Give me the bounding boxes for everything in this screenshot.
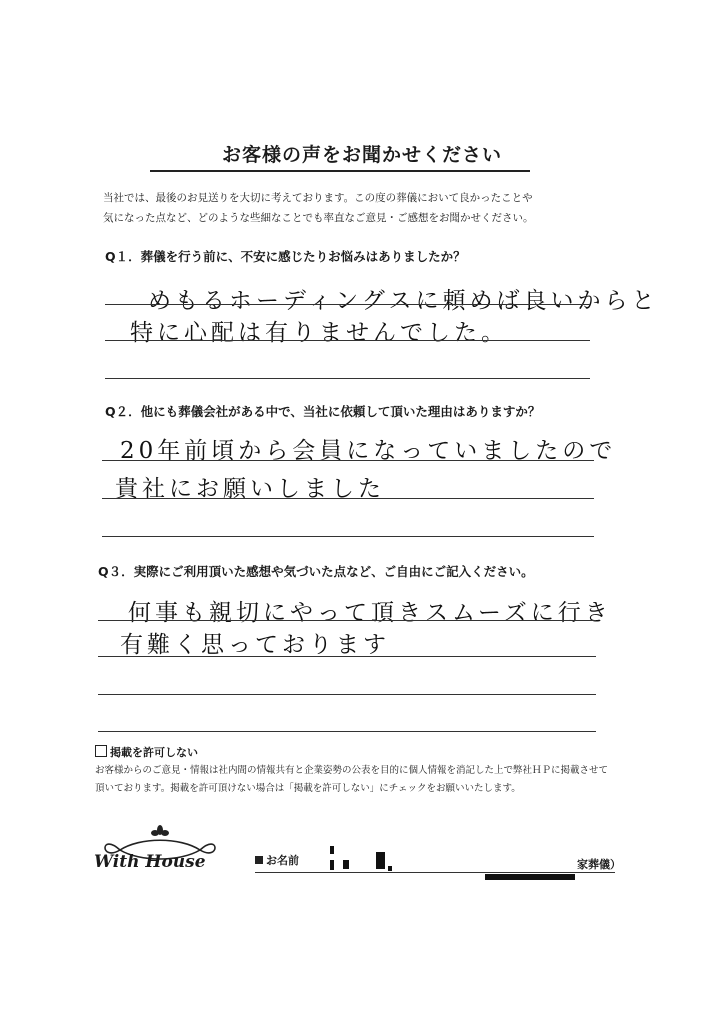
redaction-mark — [330, 846, 334, 854]
answer-3-line-2: 有難く思っております — [120, 632, 390, 658]
answer-rule — [98, 731, 596, 732]
page-title: お客様の声をお聞かせください — [221, 144, 502, 166]
name-label — [255, 852, 299, 868]
with-house-logo — [90, 822, 230, 882]
name-label-text: お名前 — [266, 854, 299, 867]
answer-1-line-2: 特に心配は有りませんでした。 — [130, 320, 508, 346]
answer-rule — [102, 536, 594, 537]
consent-text-line-1: お客様からのご意見・情報は社内間の情報共有と企業姿勢の公表を目的に個人情報を消記した上で弊社ＨＰに掲載させて — [95, 765, 609, 776]
redaction-mark — [485, 874, 575, 880]
consent-checkbox[interactable] — [95, 745, 107, 757]
title-underline — [150, 170, 530, 172]
answer-rule — [105, 304, 590, 305]
answer-2-line-2: 貴社にお願いしました — [115, 476, 385, 502]
answer-rule — [102, 460, 594, 461]
consent-text-line-2: 頂いております。掲載を許可頂けない場合は「掲載を許可しない」にチェックをお願いいたします。 — [95, 783, 521, 794]
answer-rule — [98, 620, 596, 621]
answer-rule — [105, 378, 590, 379]
consent-checkbox-label: 掲載を許可しない — [110, 746, 198, 759]
answer-3-line-1: 何事も親切にやって頂きスムーズに行き — [128, 600, 612, 626]
square-bullet-icon — [255, 856, 263, 864]
answer-rule — [102, 498, 594, 499]
question-2-label: Q２．他にも葬儀会社がある中で、当社に依頼して頂いた理由はありますか？ — [105, 404, 541, 419]
logo-text: With House — [94, 852, 206, 872]
question-3-label: Q３．実際にご利用頂いた感想や気づいた点など、ご自由にご記入ください。 — [98, 564, 534, 579]
answer-rule — [98, 656, 596, 657]
consent-checkbox-row[interactable] — [95, 744, 198, 760]
question-1-label: Q１．葬儀を行う前に、不安に感じたりお悩みはありましたか？ — [105, 249, 466, 264]
intro-line-2: 気になった点など、どのような些細なことでも率直なご意見・ご感想をお聞かせください。 — [103, 212, 534, 224]
intro-line-1: 当社では、最後のお見送りを大切に考えております。この度の葬儀において良かったことや — [103, 192, 533, 204]
redaction-mark — [330, 860, 334, 870]
answer-rule — [98, 694, 596, 695]
redaction-mark — [343, 860, 349, 869]
redaction-mark — [376, 852, 385, 869]
intro-text — [103, 188, 534, 228]
name-suffix: 家葬儀） — [577, 858, 621, 871]
answer-rule — [105, 340, 590, 341]
redaction-mark — [388, 866, 392, 871]
consent-text — [95, 762, 608, 798]
answer-1-line-1: めもるホーディングスに頼めば良いからと — [148, 288, 659, 314]
answer-2-line-1: 20年前頃から会員になっていましたので — [120, 438, 617, 464]
name-underline — [255, 872, 615, 873]
